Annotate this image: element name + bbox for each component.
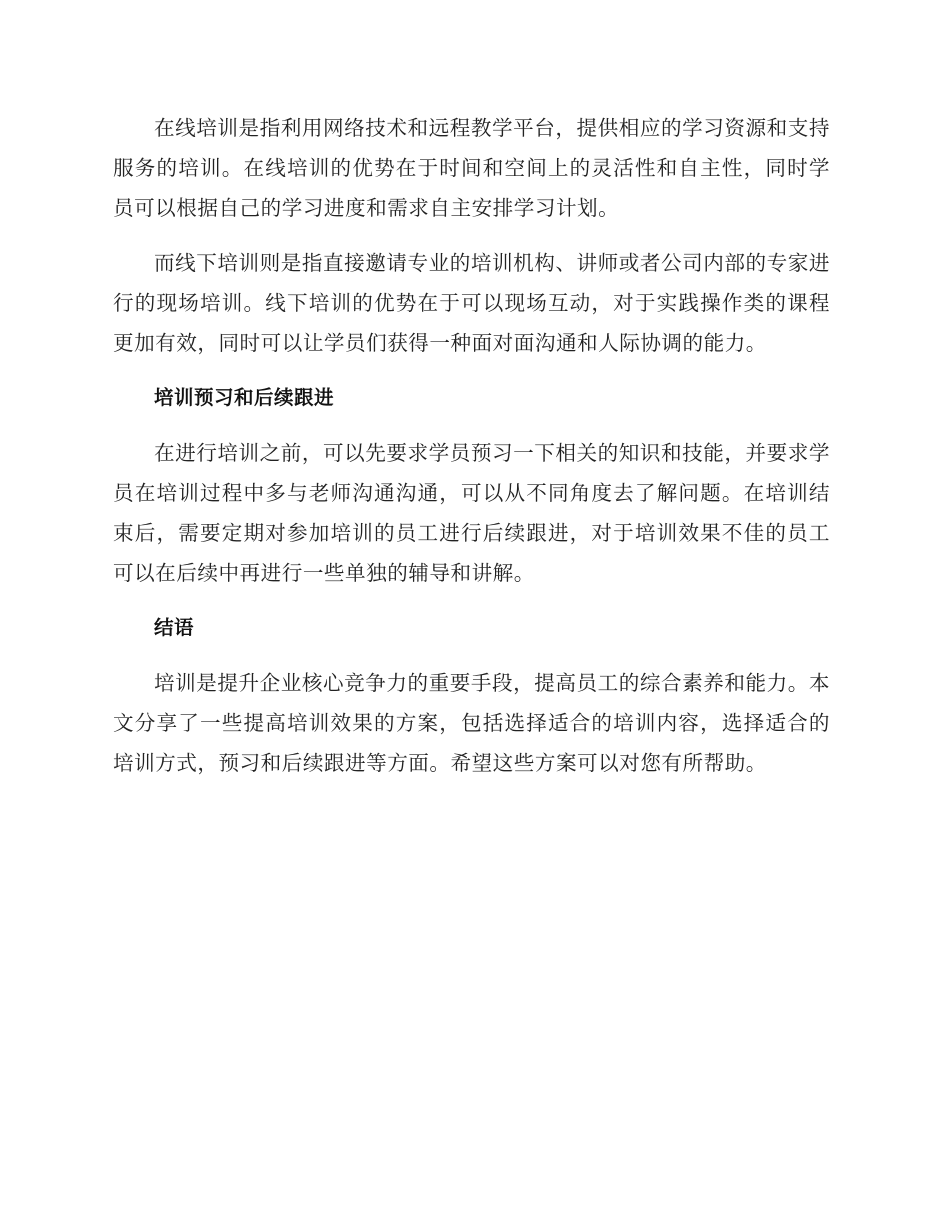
paragraph-preview-followup: 在进行培训之前，可以先要求学员预习一下相关的知识和技能，并要求学员在培训过程中多与老师沟通沟通，可以从不同角度去了解问题。在培训结束后，需要定期对参加培训的员工进行后续跟进，对于培训效果不佳的员工可以在后续中再进行一些单独的辅导和讲解。 (113, 441, 830, 585)
paragraph-conclusion: 培训是提升企业核心竞争力的重要手段，提高员工的综合素养和能力。本文分享了一些提高培训效果的方案，包括选择适合的培训内容，选择适合的培训方式，预习和后续跟进等方面。希望这些方案可以对您有所帮助。 (113, 671, 830, 775)
paragraph-offline-training: 而线下培训则是指直接邀请专业的培训机构、讲师或者公司内部的专家进行的现场培训。线下培训的优势在于可以现场互动，对于实践操作类的课程更加有效，同时可以让学员们获得一种面对面沟通和人际协调的能力。 (113, 251, 830, 355)
paragraph-online-training: 在线培训是指利用网络技术和远程教学平台，提供相应的学习资源和支持服务的培训。在线培训的优势在于时间和空间上的灵活性和自主性，同时学员可以根据自己的学习进度和需求自主安排学习计划。 (113, 116, 830, 220)
heading-conclusion: 结语 (154, 616, 195, 639)
heading-preview-followup: 培训预习和后续跟进 (154, 386, 335, 409)
document-page (113, 108, 830, 798)
